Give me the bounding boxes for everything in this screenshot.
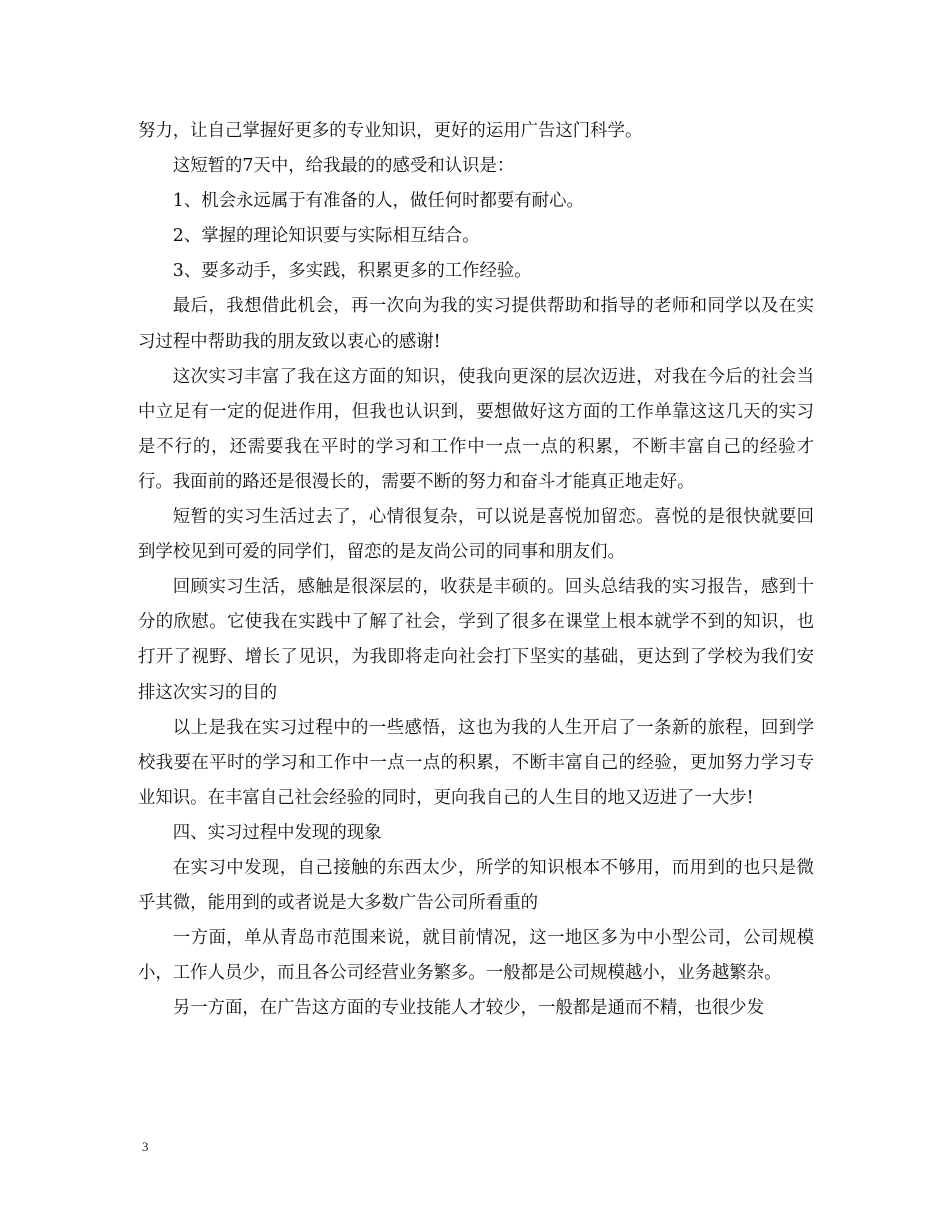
section-heading-4: 四、实习过程中发现的现象 [172,822,382,843]
paragraph-1: 努力，让自己掌握好更多的专业知识，更好的运用广告这门科学。 [138,121,643,141]
paragraph-aspect-1: 一方面，单从青岛市范围来说，就目前情况，这一地区多为中小型公司，公司规模小，工作人员少，而且各公司经营业务繁多。一般都是公司规模越小，业务越繁杂。 [138,928,814,984]
paragraph-reflection: 这次实习丰富了我在这方面的知识，使我向更深的层次迈进，对我在今后的社会当中立足有一定的促进作用，但我也认识到，要想做好这方面的工作单靠这这几天的实习是不行的，还需要我在平时的学习和工作中一点一点的积累，不断丰富自己的经验才行。我面前的路还是很漫长的，需要不断的努力和奋斗才能真正地走好。 [138,366,814,492]
paragraph-insights: 以上是我在实习过程中的一些感悟，这也为我的人生开启了一条新的旅程，回到学校我要在平时的学习和工作中一点一点的积累，不断丰富自己的经验，更加努力学习专业知识。在丰富自己社会经验的同时，更向我自己的人生目的地又迈进了一大步! [138,717,814,808]
page-number: 3 [142,1139,149,1154]
list-item-1: 1、机会永远属于有准备的人，做任何时都要有耐心。 [172,191,584,212]
paragraph-aspect-2: 另一方面，在广告这方面的专业技能人才较少，一般都是通而不精，也很少发 [172,998,765,1019]
paragraph-2: 这短暂的7天中，给我最的的感受和认识是： [172,156,515,177]
paragraph-feelings: 短暂的实习生活过去了，心情很复杂，可以说是喜悦加留恋。喜悦的是很快就要回到学校见到可爱的同学们，留恋的是友尚公司的同事和朋友们。 [138,507,814,563]
paragraph-review: 回顾实习生活，感触是很深层的，收获是丰硕的。回头总结我的实习报告，感到十分的欣慰。它使我在实践中了解了社会，学到了很多在课堂上根本就学不到的知识，也打开了视野、增长了见识，为我即将走向社会打下坚实的基础，更达到了学校为我们安排这次实习的目的 [138,577,814,703]
paragraph-findings: 在实习中发现，自己接触的东西太少，所学的知识根本不够用，而用到的也只是微乎其微，能用到的或者说是大多数广告公司所看重的 [138,857,814,914]
paragraph-thanks: 最后，我想借此机会，再一次向为我的实习提供帮助和指导的老师和同学以及在实习过程中帮助我的朋友致以衷心的感谢! [138,296,814,352]
list-item-3: 3、要多动手，多实践，积累更多的工作经验。 [172,261,532,282]
document-body [138,114,814,1026]
list-item-2: 2、掌握的理论知识要与实际相互结合。 [172,226,480,247]
